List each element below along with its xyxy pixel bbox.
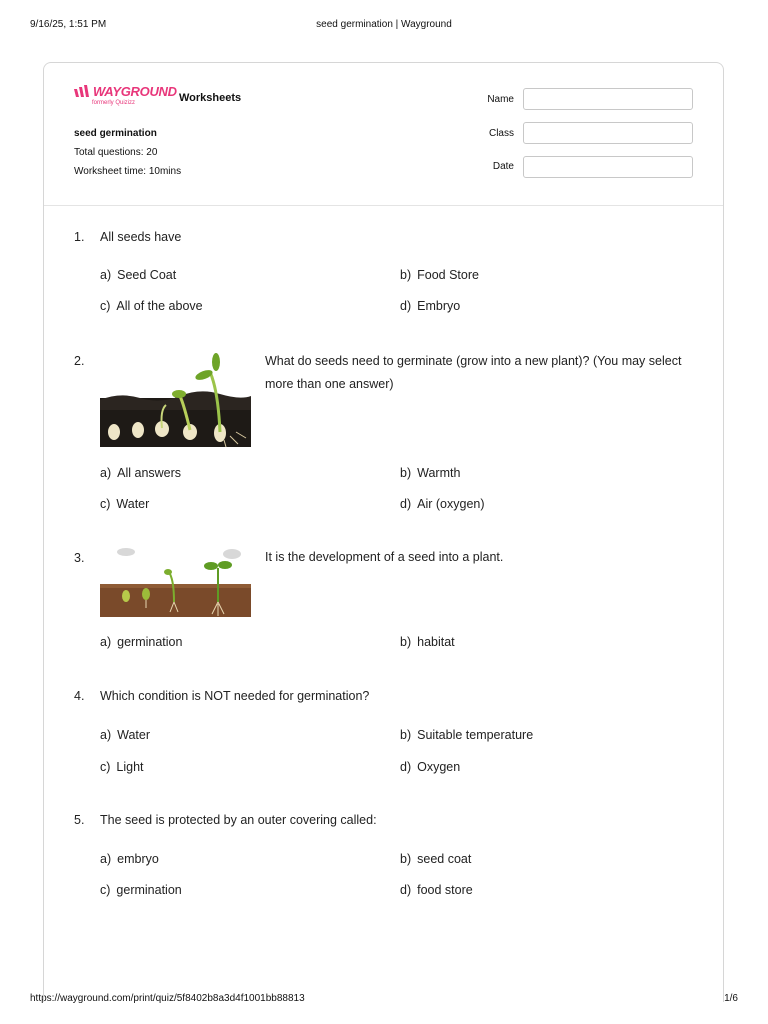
option-b[interactable]: b) Warmth [400, 466, 461, 480]
worksheet-title: seed germination [74, 128, 157, 139]
option-d[interactable]: d) Oxygen [400, 760, 461, 774]
class-field[interactable] [523, 122, 693, 144]
option-d[interactable]: d) food store [400, 883, 473, 897]
option-b[interactable]: b) seed coat [400, 852, 472, 866]
name-field[interactable] [523, 88, 693, 110]
brand-subtitle: formerly Quizizz [92, 100, 136, 106]
question-text: It is the development of a seed into a plant. [265, 550, 504, 564]
option-a[interactable]: a) germination [100, 635, 183, 649]
option-a[interactable]: a) embryo [100, 852, 159, 866]
question-text: All seeds have [100, 230, 182, 244]
worksheet-header [44, 63, 723, 206]
option-b[interactable]: b) habitat [400, 635, 455, 649]
print-url[interactable]: https://wayground.com/print/quiz/5f8402b8a3d4f1001bb88813 [30, 993, 305, 1004]
option-b[interactable]: b) Food Store [400, 268, 479, 282]
section-label: Worksheets [179, 92, 242, 104]
seedling-photo [100, 350, 251, 447]
option-b[interactable]: b) Suitable temperature [400, 728, 534, 742]
brand-logo [74, 84, 177, 106]
option-d[interactable]: d) Air (oxygen) [400, 497, 485, 511]
question-number: 1. [74, 230, 85, 244]
option-c[interactable]: c) Water [100, 497, 150, 511]
option-a[interactable]: a) All answers [100, 466, 182, 480]
question-text: Which condition is NOT needed for germination? [100, 689, 370, 703]
print-datetime: 9/16/25, 1:51 PM [30, 19, 107, 30]
option-c[interactable]: c) germination [100, 883, 182, 897]
option-c[interactable]: c) Light [100, 760, 144, 774]
option-c[interactable]: c) All of the above [100, 299, 203, 313]
option-a[interactable]: a) Seed Coat [100, 268, 177, 282]
worksheet-time: Worksheet time: 10mins [74, 166, 182, 177]
option-d[interactable]: d) Embryo [400, 299, 461, 313]
question-number: 4. [74, 689, 85, 703]
date-field[interactable] [523, 156, 693, 178]
question-number: 2. [74, 354, 85, 368]
print-header [30, 19, 738, 33]
question-number: 5. [74, 813, 85, 827]
page-number: 1/6 [724, 993, 738, 1004]
question-number: 3. [74, 551, 85, 565]
question-text: The seed is protected by an outer covering called: [100, 813, 377, 827]
question-text: What do seeds need to germinate (grow into a new plant)? (You may select more than one answer) [265, 354, 682, 391]
name-label: Name [487, 94, 514, 105]
wayground-logo-icon [74, 85, 92, 99]
class-label: Class [488, 128, 514, 139]
date-label: Date [492, 161, 514, 172]
total-questions: Total questions: 20 [74, 147, 158, 158]
option-a[interactable]: a) Water [100, 728, 150, 742]
print-title: seed germination | Wayground [316, 19, 452, 30]
brand-name: WAYGROUND [93, 84, 177, 99]
germination-stages-illustration [100, 546, 251, 617]
